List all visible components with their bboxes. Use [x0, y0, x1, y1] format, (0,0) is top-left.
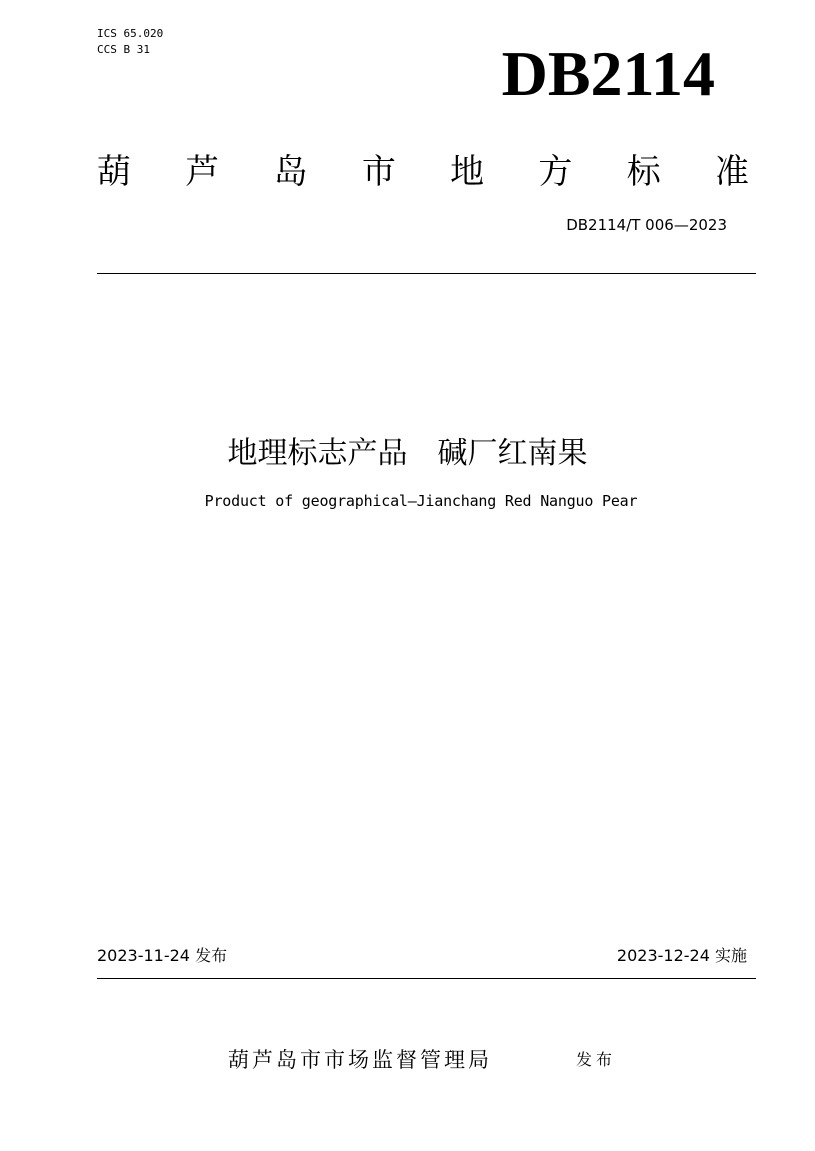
standard-code: DB2114	[501, 38, 715, 109]
issue-date: 2023-11-24 发布	[97, 946, 228, 965]
heading-char: 地	[450, 152, 485, 192]
english-title: Product of geographical—Jianchang Red Nanguo Pear	[204, 492, 638, 510]
top-divider	[97, 273, 756, 274]
heading-char: 方	[538, 152, 573, 192]
heading-char: 标	[626, 152, 661, 192]
heading-char: 岛	[273, 152, 308, 192]
standard-type-heading	[97, 148, 749, 196]
publisher-name: 葫芦岛市市场监督管理局	[228, 1048, 492, 1072]
chinese-title: 地理标志产品 碱厂红南果	[227, 436, 588, 471]
implementation-date: 2023-12-24 实施	[616, 946, 747, 965]
ccs-code: CCS B 31	[97, 43, 150, 56]
heading-char: 准	[714, 152, 749, 192]
heading-char: 葫	[97, 152, 131, 192]
publish-label: 发布	[576, 1050, 617, 1069]
heading-char: 市	[361, 152, 396, 192]
heading-char: 芦	[185, 152, 220, 192]
standard-number: DB2114/T 006—2023	[566, 216, 727, 234]
bottom-divider	[97, 978, 756, 979]
ics-code: ICS 65.020	[97, 27, 164, 40]
